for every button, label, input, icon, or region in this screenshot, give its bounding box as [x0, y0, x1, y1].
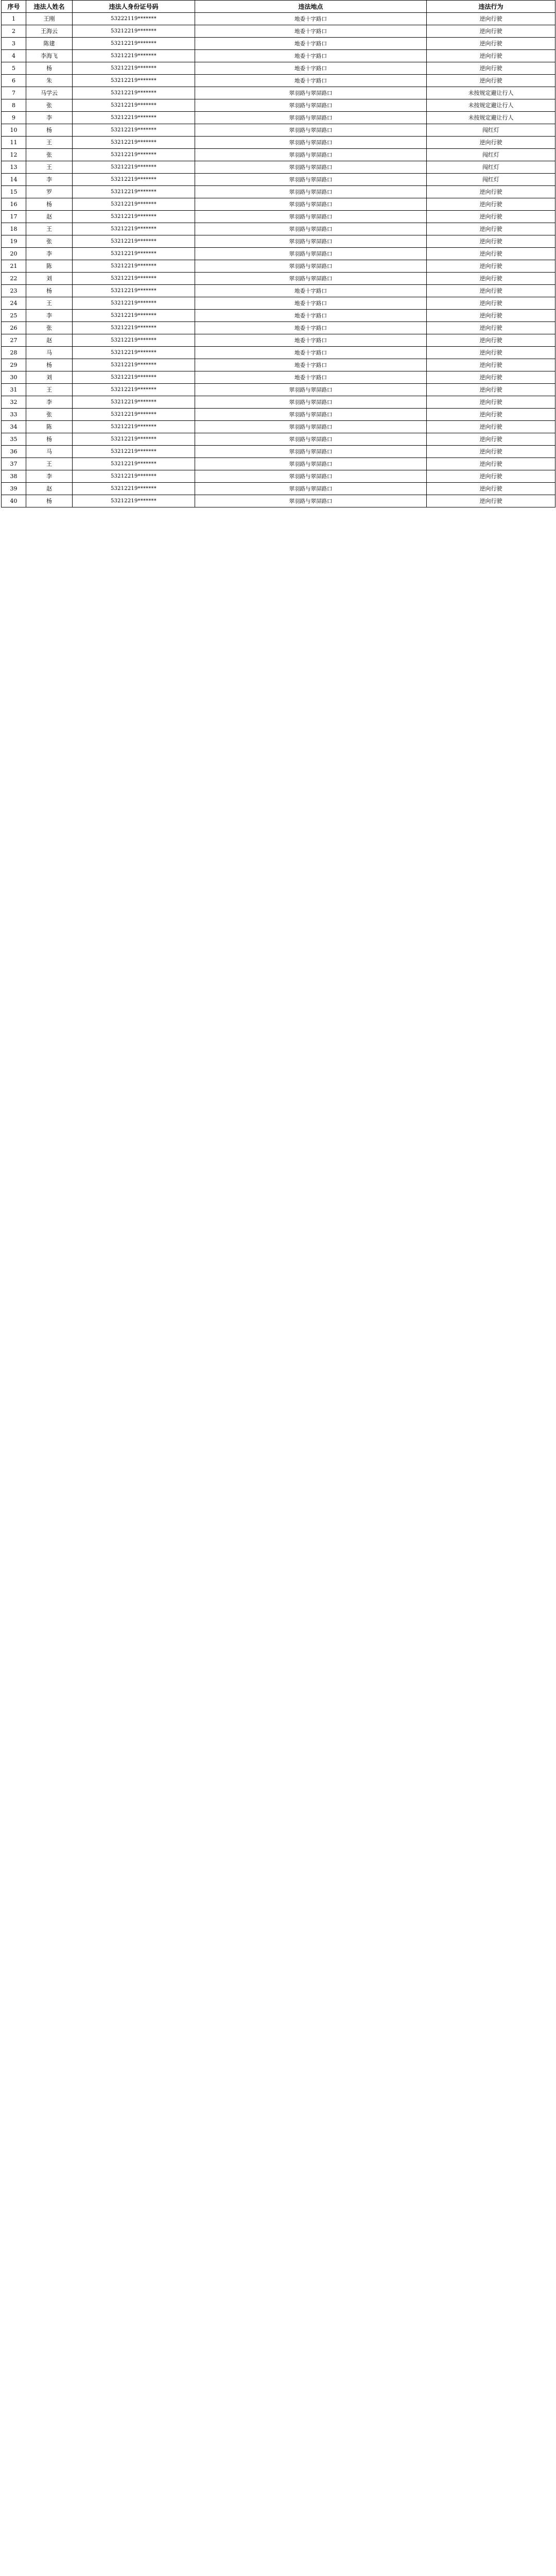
cell-offender-name: 朱 [26, 75, 73, 87]
cell-serial-number: 37 [2, 458, 26, 470]
header-id-number: 违法人身份证号码 [73, 1, 195, 13]
cell-id-number: 53212219******* [73, 87, 195, 99]
cell-serial-number: 17 [2, 211, 26, 223]
cell-serial-number: 22 [2, 273, 26, 285]
cell-location: 翠羽路与翠屏路口 [195, 235, 427, 248]
cell-violation: 逆向行驶 [427, 409, 555, 421]
cell-violation: 逆向行驶 [427, 25, 555, 38]
cell-location: 地委十字路口 [195, 38, 427, 50]
cell-location: 地委十字路口 [195, 285, 427, 297]
table-row [2, 285, 555, 297]
table-row [2, 470, 555, 483]
cell-serial-number: 39 [2, 483, 26, 495]
cell-violation: 逆向行驶 [427, 483, 555, 495]
cell-serial-number: 10 [2, 124, 26, 137]
cell-violation: 逆向行驶 [427, 62, 555, 75]
cell-violation: 逆向行驶 [427, 334, 555, 347]
cell-serial-number: 36 [2, 446, 26, 458]
cell-location: 翠羽路与翠屏路口 [195, 483, 427, 495]
cell-violation: 闯红灯 [427, 124, 555, 137]
cell-location: 翠羽路与翠屏路口 [195, 87, 427, 99]
cell-offender-name: 马 [26, 347, 73, 359]
cell-serial-number: 27 [2, 334, 26, 347]
cell-violation: 未按规定避让行人 [427, 87, 555, 99]
cell-offender-name: 王海云 [26, 25, 73, 38]
cell-offender-name: 刘 [26, 273, 73, 285]
table-row [2, 446, 555, 458]
cell-offender-name: 杨 [26, 62, 73, 75]
cell-location: 地委十字路口 [195, 62, 427, 75]
cell-id-number: 53212219******* [73, 433, 195, 446]
cell-offender-name: 赵 [26, 483, 73, 495]
table-row [2, 25, 555, 38]
cell-id-number: 53212219******* [73, 446, 195, 458]
cell-violation: 逆向行驶 [427, 50, 555, 62]
cell-location: 翠羽路与翠屏路口 [195, 186, 427, 198]
cell-id-number: 53212219******* [73, 260, 195, 273]
cell-serial-number: 38 [2, 470, 26, 483]
cell-location: 翠羽路与翠屏路口 [195, 137, 427, 149]
cell-offender-name: 马 [26, 446, 73, 458]
table-row [2, 458, 555, 470]
cell-offender-name: 赵 [26, 211, 73, 223]
cell-id-number: 53212219******* [73, 211, 195, 223]
cell-serial-number: 14 [2, 174, 26, 186]
cell-id-number: 53212219******* [73, 198, 195, 211]
cell-location: 翠羽路与翠屏路口 [195, 409, 427, 421]
cell-id-number: 53212219******* [73, 112, 195, 124]
cell-offender-name: 张 [26, 235, 73, 248]
cell-location: 翠羽路与翠屏路口 [195, 223, 427, 235]
table-row [2, 124, 555, 137]
cell-offender-name: 王 [26, 297, 73, 310]
table-row [2, 310, 555, 322]
cell-serial-number: 32 [2, 396, 26, 409]
cell-violation: 逆向行驶 [427, 470, 555, 483]
cell-offender-name: 李 [26, 396, 73, 409]
cell-violation: 逆向行驶 [427, 235, 555, 248]
table-row [2, 87, 555, 99]
cell-location: 翠羽路与翠屏路口 [195, 446, 427, 458]
cell-violation: 未按规定避让行人 [427, 112, 555, 124]
cell-serial-number: 29 [2, 359, 26, 371]
table-body [2, 13, 555, 507]
cell-location: 翠羽路与翠屏路口 [195, 495, 427, 507]
cell-violation: 逆向行驶 [427, 186, 555, 198]
cell-violation: 逆向行驶 [427, 285, 555, 297]
cell-id-number: 53212219******* [73, 223, 195, 235]
table-row [2, 75, 555, 87]
cell-serial-number: 18 [2, 223, 26, 235]
table-row [2, 235, 555, 248]
cell-serial-number: 21 [2, 260, 26, 273]
cell-serial-number: 15 [2, 186, 26, 198]
cell-location: 翠羽路与翠屏路口 [195, 260, 427, 273]
cell-violation: 闯红灯 [427, 174, 555, 186]
table-row [2, 359, 555, 371]
cell-serial-number: 20 [2, 248, 26, 260]
cell-violation: 逆向行驶 [427, 347, 555, 359]
cell-id-number: 53212219******* [73, 75, 195, 87]
cell-id-number: 53212219******* [73, 322, 195, 334]
cell-violation: 闯红灯 [427, 161, 555, 174]
cell-offender-name: 陈建 [26, 38, 73, 50]
table-row [2, 248, 555, 260]
cell-location: 翠羽路与翠屏路口 [195, 433, 427, 446]
cell-id-number: 53222119******* [73, 13, 195, 25]
table-row [2, 260, 555, 273]
cell-offender-name: 李 [26, 470, 73, 483]
cell-id-number: 53212219******* [73, 347, 195, 359]
cell-location: 翠羽路与翠屏路口 [195, 211, 427, 223]
cell-id-number: 53212219******* [73, 470, 195, 483]
cell-id-number: 53212219******* [73, 483, 195, 495]
cell-serial-number: 33 [2, 409, 26, 421]
cell-serial-number: 34 [2, 421, 26, 433]
cell-location: 地委十字路口 [195, 322, 427, 334]
cell-id-number: 53212219******* [73, 297, 195, 310]
cell-violation: 逆向行驶 [427, 310, 555, 322]
cell-location: 翠羽路与翠屏路口 [195, 99, 427, 112]
cell-offender-name: 王 [26, 161, 73, 174]
cell-id-number: 53212219******* [73, 174, 195, 186]
cell-serial-number: 26 [2, 322, 26, 334]
cell-id-number: 53212219******* [73, 396, 195, 409]
cell-id-number: 53212219******* [73, 310, 195, 322]
cell-offender-name: 王 [26, 223, 73, 235]
cell-serial-number: 1 [2, 13, 26, 25]
cell-id-number: 53212219******* [73, 334, 195, 347]
table-header-row [2, 1, 555, 13]
cell-id-number: 53212219******* [73, 137, 195, 149]
table-row [2, 112, 555, 124]
cell-offender-name: 杨 [26, 359, 73, 371]
cell-location: 翠羽路与翠屏路口 [195, 273, 427, 285]
cell-location: 地委十字路口 [195, 13, 427, 25]
cell-id-number: 53212219******* [73, 50, 195, 62]
cell-id-number: 53212219******* [73, 384, 195, 396]
cell-violation: 逆向行驶 [427, 495, 555, 507]
cell-id-number: 53212219******* [73, 149, 195, 161]
table-row [2, 495, 555, 507]
table-row [2, 174, 555, 186]
cell-id-number: 53212219******* [73, 458, 195, 470]
cell-id-number: 53212219******* [73, 99, 195, 112]
table-row [2, 273, 555, 285]
cell-violation: 逆向行驶 [427, 421, 555, 433]
cell-violation: 逆向行驶 [427, 396, 555, 409]
cell-violation: 逆向行驶 [427, 371, 555, 384]
cell-id-number: 53212219******* [73, 235, 195, 248]
table-row [2, 62, 555, 75]
cell-serial-number: 25 [2, 310, 26, 322]
cell-id-number: 53212219******* [73, 248, 195, 260]
cell-location: 翠羽路与翠屏路口 [195, 384, 427, 396]
cell-offender-name: 杨 [26, 124, 73, 137]
cell-offender-name: 陈 [26, 421, 73, 433]
table-row [2, 186, 555, 198]
header-offender-name: 违法人姓名 [26, 1, 73, 13]
table-row [2, 433, 555, 446]
cell-serial-number: 16 [2, 198, 26, 211]
table-row [2, 396, 555, 409]
cell-id-number: 53212219******* [73, 25, 195, 38]
cell-offender-name: 李 [26, 248, 73, 260]
cell-offender-name: 张 [26, 409, 73, 421]
cell-serial-number: 7 [2, 87, 26, 99]
violation-table [1, 0, 555, 507]
table-row [2, 483, 555, 495]
header-violation: 违法行为 [427, 1, 555, 13]
cell-violation: 逆向行驶 [427, 248, 555, 260]
cell-serial-number: 19 [2, 235, 26, 248]
cell-serial-number: 2 [2, 25, 26, 38]
cell-serial-number: 9 [2, 112, 26, 124]
cell-location: 地委十字路口 [195, 50, 427, 62]
cell-offender-name: 张 [26, 322, 73, 334]
cell-offender-name: 杨 [26, 285, 73, 297]
cell-location: 翠羽路与翠屏路口 [195, 396, 427, 409]
table-row [2, 322, 555, 334]
cell-violation: 逆向行驶 [427, 359, 555, 371]
cell-location: 地委十字路口 [195, 297, 427, 310]
cell-id-number: 53212219******* [73, 38, 195, 50]
cell-location: 地委十字路口 [195, 25, 427, 38]
cell-serial-number: 4 [2, 50, 26, 62]
table-row [2, 161, 555, 174]
cell-offender-name: 罗 [26, 186, 73, 198]
cell-serial-number: 31 [2, 384, 26, 396]
cell-violation: 逆向行驶 [427, 211, 555, 223]
table-row [2, 149, 555, 161]
cell-violation: 逆向行驶 [427, 433, 555, 446]
cell-serial-number: 12 [2, 149, 26, 161]
cell-serial-number: 8 [2, 99, 26, 112]
cell-violation: 逆向行驶 [427, 458, 555, 470]
cell-location: 翠羽路与翠屏路口 [195, 112, 427, 124]
cell-location: 翠羽路与翠屏路口 [195, 124, 427, 137]
table-row [2, 99, 555, 112]
cell-serial-number: 35 [2, 433, 26, 446]
cell-violation: 逆向行驶 [427, 322, 555, 334]
cell-violation: 逆向行驶 [427, 38, 555, 50]
cell-serial-number: 3 [2, 38, 26, 50]
cell-location: 地委十字路口 [195, 371, 427, 384]
cell-violation: 逆向行驶 [427, 260, 555, 273]
header-location: 违法地点 [195, 1, 427, 13]
cell-serial-number: 5 [2, 62, 26, 75]
cell-violation: 逆向行驶 [427, 13, 555, 25]
cell-violation: 逆向行驶 [427, 446, 555, 458]
cell-id-number: 53212219******* [73, 371, 195, 384]
cell-location: 地委十字路口 [195, 75, 427, 87]
cell-violation: 逆向行驶 [427, 223, 555, 235]
cell-location: 翠羽路与翠屏路口 [195, 198, 427, 211]
cell-offender-name: 李 [26, 310, 73, 322]
cell-serial-number: 6 [2, 75, 26, 87]
cell-violation: 逆向行驶 [427, 75, 555, 87]
cell-violation: 逆向行驶 [427, 137, 555, 149]
cell-violation: 闯红灯 [427, 149, 555, 161]
table-row [2, 297, 555, 310]
cell-offender-name: 杨 [26, 198, 73, 211]
cell-violation: 逆向行驶 [427, 297, 555, 310]
cell-id-number: 53212219******* [73, 124, 195, 137]
cell-violation: 未按规定避让行人 [427, 99, 555, 112]
cell-id-number: 53212219******* [73, 285, 195, 297]
table-row [2, 137, 555, 149]
table-row [2, 371, 555, 384]
table-row [2, 384, 555, 396]
cell-offender-name: 李 [26, 112, 73, 124]
cell-location: 地委十字路口 [195, 347, 427, 359]
cell-offender-name: 杨 [26, 433, 73, 446]
cell-offender-name: 王 [26, 384, 73, 396]
table-row [2, 409, 555, 421]
cell-id-number: 53212219******* [73, 495, 195, 507]
cell-id-number: 53212219******* [73, 62, 195, 75]
cell-location: 地委十字路口 [195, 310, 427, 322]
table-row [2, 347, 555, 359]
cell-id-number: 53212219******* [73, 186, 195, 198]
cell-location: 翠羽路与翠屏路口 [195, 421, 427, 433]
cell-serial-number: 24 [2, 297, 26, 310]
table-row [2, 50, 555, 62]
cell-offender-name: 赵 [26, 334, 73, 347]
cell-offender-name: 陈 [26, 260, 73, 273]
cell-location: 翠羽路与翠屏路口 [195, 174, 427, 186]
cell-location: 翠羽路与翠屏路口 [195, 149, 427, 161]
cell-location: 地委十字路口 [195, 334, 427, 347]
cell-serial-number: 28 [2, 347, 26, 359]
cell-offender-name: 李 [26, 174, 73, 186]
table-row [2, 198, 555, 211]
cell-violation: 逆向行驶 [427, 273, 555, 285]
cell-location: 地委十字路口 [195, 359, 427, 371]
cell-id-number: 53212219******* [73, 161, 195, 174]
cell-offender-name: 张 [26, 149, 73, 161]
cell-serial-number: 23 [2, 285, 26, 297]
cell-offender-name: 王 [26, 137, 73, 149]
cell-id-number: 53212219******* [73, 409, 195, 421]
table-row [2, 13, 555, 25]
cell-offender-name: 王 [26, 458, 73, 470]
table-row [2, 223, 555, 235]
cell-violation: 逆向行驶 [427, 384, 555, 396]
cell-serial-number: 40 [2, 495, 26, 507]
cell-location: 翠羽路与翠屏路口 [195, 248, 427, 260]
cell-serial-number: 13 [2, 161, 26, 174]
cell-id-number: 53212219******* [73, 359, 195, 371]
table-row [2, 38, 555, 50]
cell-offender-name: 李海飞 [26, 50, 73, 62]
cell-offender-name: 杨 [26, 495, 73, 507]
cell-location: 翠羽路与翠屏路口 [195, 161, 427, 174]
cell-offender-name: 马学云 [26, 87, 73, 99]
table-row [2, 334, 555, 347]
cell-violation: 逆向行驶 [427, 198, 555, 211]
header-serial-number: 序号 [2, 1, 26, 13]
cell-id-number: 53212219******* [73, 421, 195, 433]
cell-location: 翠羽路与翠屏路口 [195, 470, 427, 483]
cell-location: 翠羽路与翠屏路口 [195, 458, 427, 470]
cell-offender-name: 王刚 [26, 13, 73, 25]
table-row [2, 421, 555, 433]
cell-offender-name: 刘 [26, 371, 73, 384]
cell-serial-number: 30 [2, 371, 26, 384]
cell-id-number: 53212219******* [73, 273, 195, 285]
cell-offender-name: 张 [26, 99, 73, 112]
table-row [2, 211, 555, 223]
cell-serial-number: 11 [2, 137, 26, 149]
